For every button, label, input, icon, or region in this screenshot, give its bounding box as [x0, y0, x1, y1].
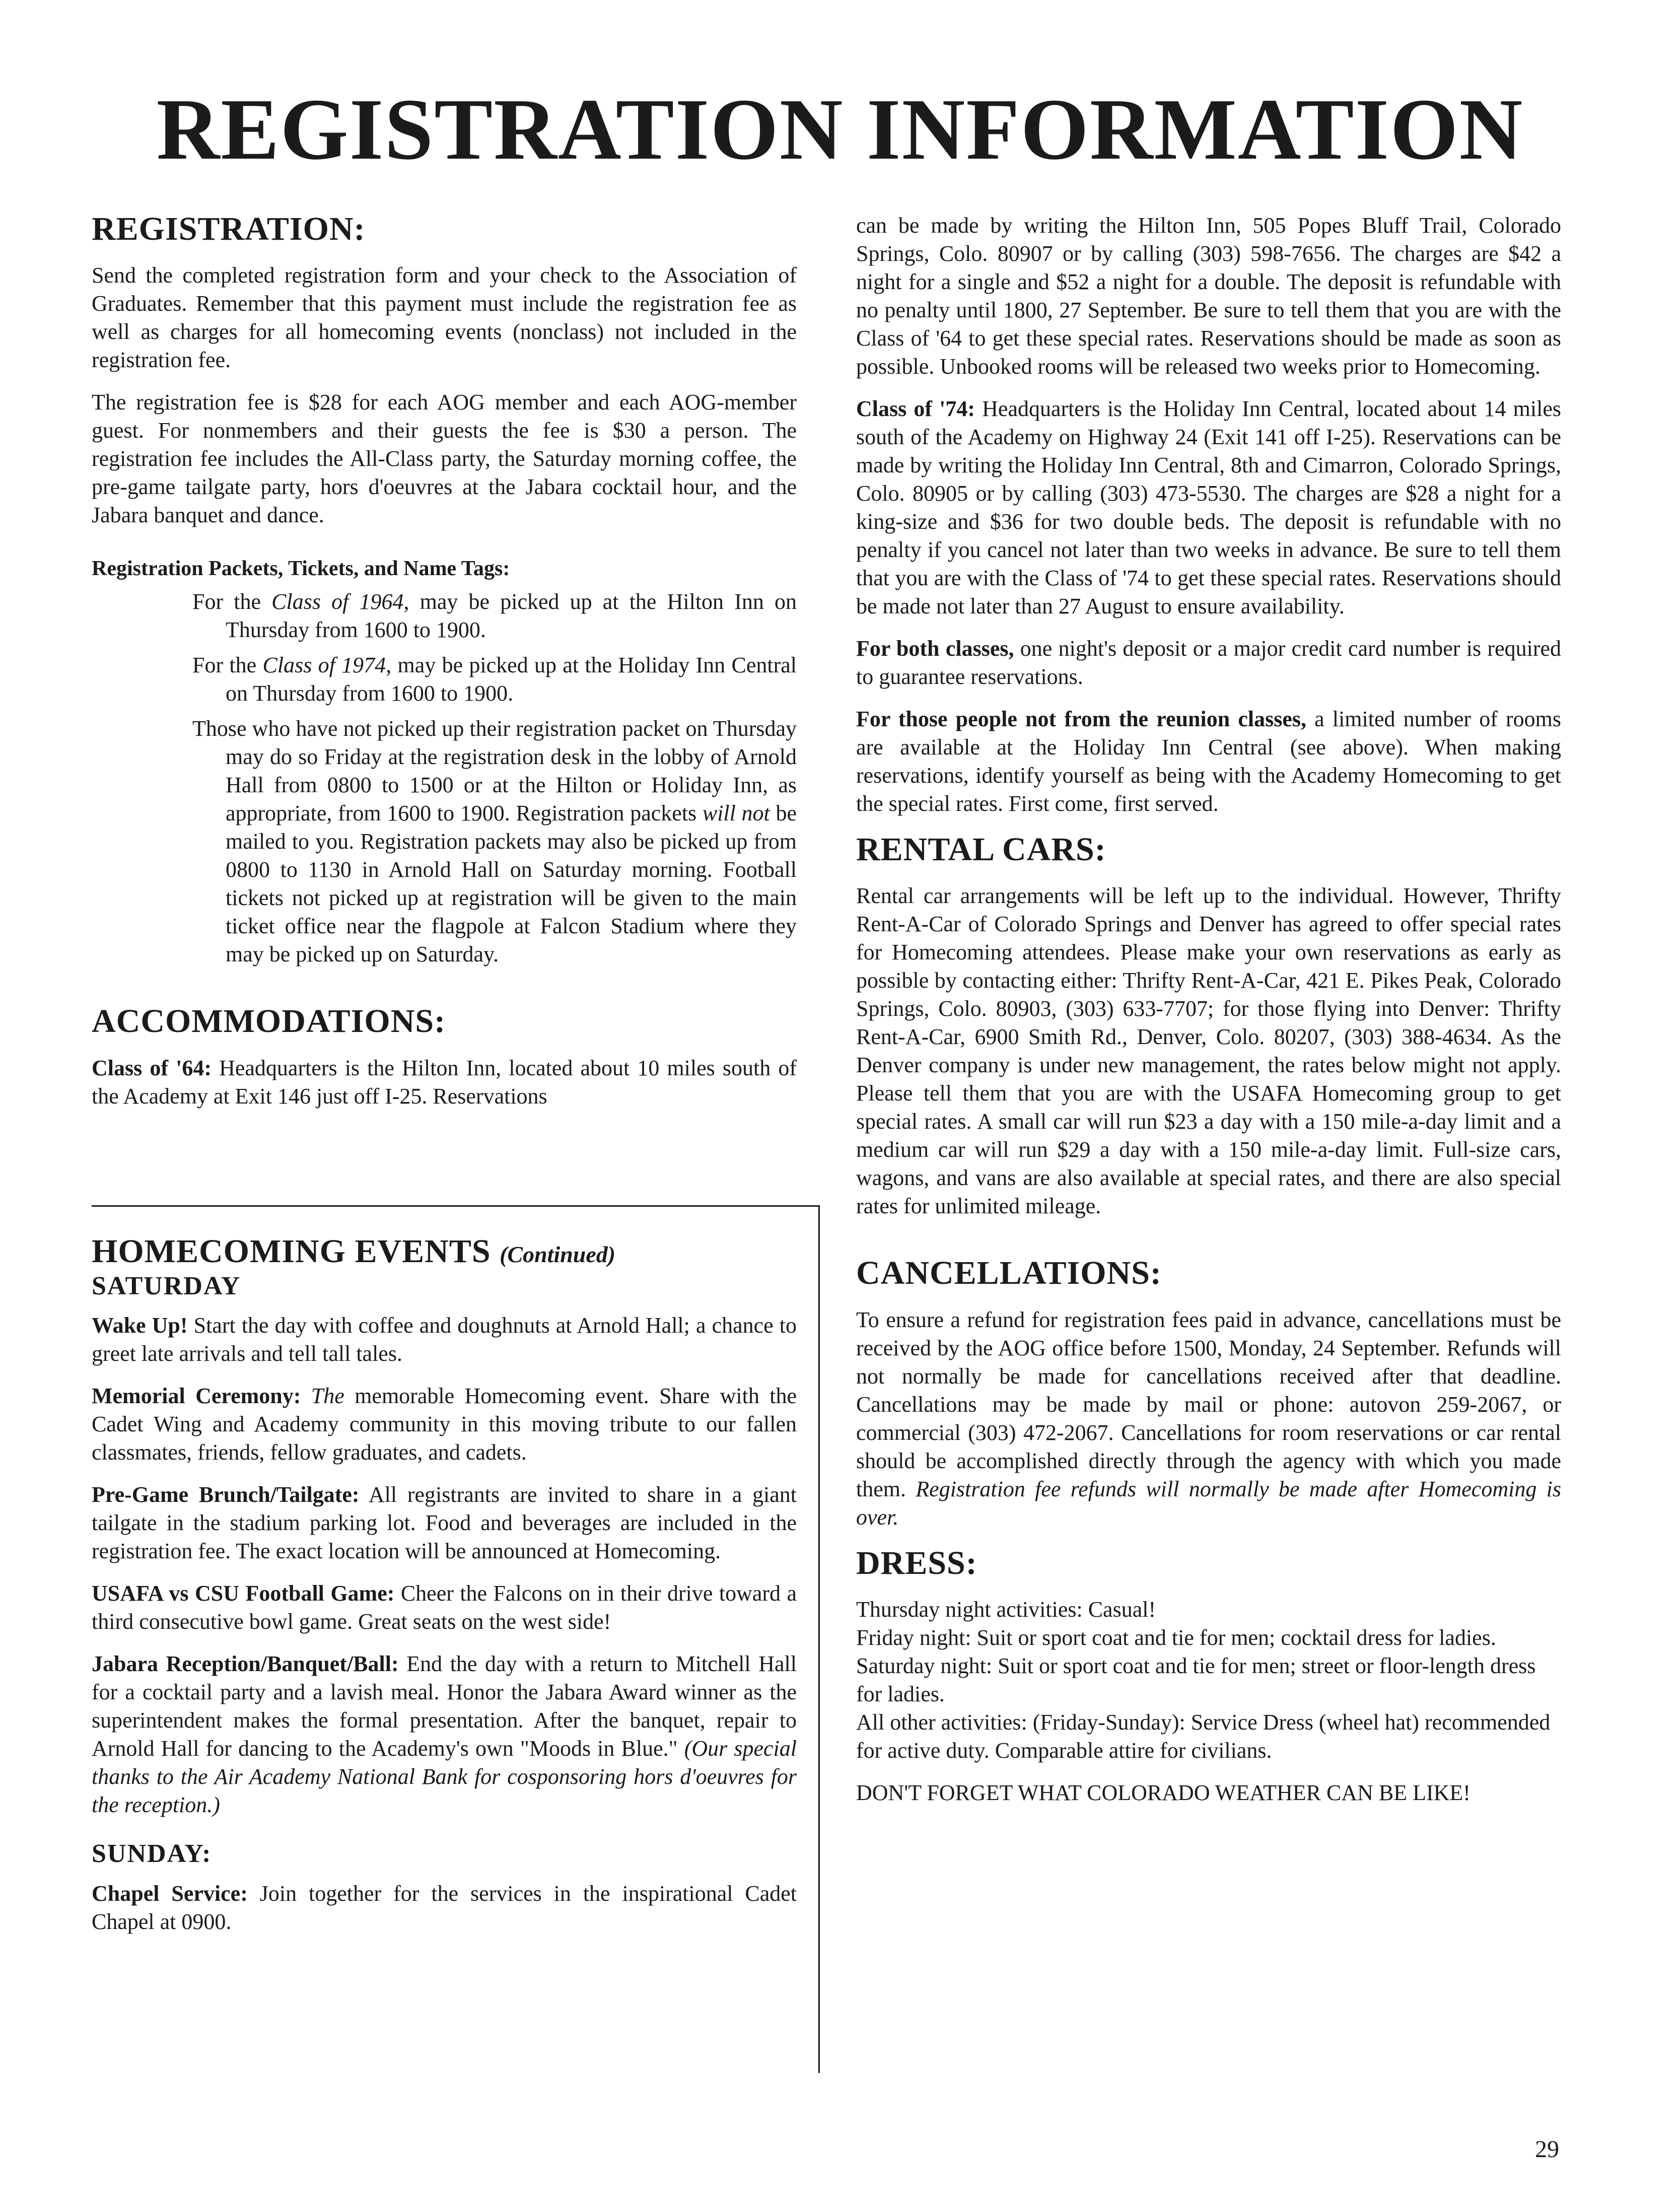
- packets-class-1964: For the Class of 1964, may be picked up at the Hilton Inn on Thursday from 1600 to 1900.: [192, 589, 797, 643]
- dress-thursday: Thursday night activities: Casual!: [856, 1597, 1156, 1622]
- dress-other: All other activities: (Friday-Sunday): Service Dress (wheel hat) recommended for active duty. Comparable attire for civilians.: [856, 1709, 1551, 1763]
- dress-heading: DRESS:: [856, 1544, 977, 1581]
- page-number: 29: [1535, 2136, 1559, 2163]
- accommodations-other-guests: For those people not from the reunion classes, a limited number of rooms are available at the Holiday Inn Central (see above). When making reservations, identify yourself as being with the Academy Homecoming to get the special rates. First come, first served.: [856, 707, 1561, 816]
- packets-class-1974: For the Class of 1974, may be picked up at the Holiday Inn Central on Thursday from 1600 to 1900.: [192, 653, 797, 706]
- packets-heading: Registration Packets, Tickets, and Name Tags:: [92, 557, 510, 581]
- event-memorial-ceremony: Memorial Ceremony: The memorable Homecoming event. Share with the Cadet Wing and Academy community in this moving tribute to our fallen classmates, friends, fellow graduates, and cadets.: [92, 1384, 797, 1465]
- accommodations-heading: ACCOMMODATIONS:: [92, 1003, 446, 1040]
- registration-paragraph-2: The registration fee is $28 for each AOG member and each AOG-member guest. For nonmembers and their guests the fee is $30 a person. The registration fee includes the All-Class party, the Saturday morning coffee, the pre-game tailgate party, hors d'oeuvres at the Jabara cocktail hour, and the Jabara banquet and dance.: [92, 390, 797, 528]
- event-wake-up: Wake Up! Start the day with coffee and doughnuts at Arnold Hall; a chance to greet late arrivals and tell tall tales.: [92, 1313, 797, 1366]
- page-title: REGISTRATION INFORMATION: [156, 81, 1524, 178]
- rental-cars-heading: RENTAL CARS:: [856, 831, 1106, 868]
- event-jabara-banquet: Jabara Reception/Banquet/Ball: End the day with a return to Mitchell Hall for a cocktail party and a lavish meal. Honor the Jabara Award winner as the superintendent makes the formal presentation. After the banquet, repair to Arnold Hall for dancing to the Academy's own "Moods in Blue." (Our special thanks to the Air Academy National Bank for cosponsoring hors d'oeuvres for the reception.): [92, 1651, 797, 1818]
- sunday-heading: SUNDAY:: [92, 1839, 212, 1869]
- left-column-top: [92, 212, 797, 1125]
- cancellations-text: To ensure a refund for registration fees paid in advance, cancellations must be received by the AOG office before 1500, Monday, 24 September. Refunds will not normally be made for cancellations received after that deadline. Cancellations may be made by mail or phone: autovon 259-2067, or commercial (303) 472-2067. Cancellations for room reservations or car rental should be accomplished directly through the agency with which you made them. Registration fee refunds will normally be made after Homecoming is over.: [856, 1307, 1561, 1530]
- accommodations-both-classes: For both classes, one night's deposit or a major credit card number is required to guarantee reservations.: [856, 636, 1562, 689]
- registration-heading: REGISTRATION:: [92, 211, 366, 247]
- event-pregame-brunch: Pre-Game Brunch/Tailgate: All registrants are invited to share in a giant tailgate in the stadium parking lot. Food and beverages are included in the registration fee. The exact location will be announced at Homecoming.: [92, 1482, 797, 1564]
- events-box-top-border: [92, 1205, 819, 1207]
- saturday-heading: SATURDAY: [92, 1272, 241, 1301]
- accommodations-class-74: Class of '74: Headquarters is the Holiday Inn Central, located about 14 miles south of the Academy on Highway 24 (Exit 141 off I-25). Reservations can be made by writing the Holiday Inn Central, 8th and Cimarron, Colorado Springs, Colo. 80905 or by calling (303) 473-5530. The charges are $28 a night for a king-size and $36 for two double beds. The deposit is refundable with no penalty if you cancel not later than two weeks in advance. Be sure to tell them that you are with the Class of '74 to get these special rates. Reservations should be made not later than 27 August to ensure availability.: [856, 396, 1561, 618]
- rental-cars-text: Rental car arrangements will be left up to the individual. However, Thrifty Rent-A-Car of Colorado Springs and Denver has agreed to offer special rates for Homecoming attendees. Please make your own reservations as early as possible by contacting either: Thrifty Rent-A-Car, 421 E. Pikes Peak, Colorado Springs, Colo. 80903, (303) 633-7707; for those flying into Denver: Thrifty Rent-A-Car, 6900 Smith Rd., Denver, Colo. 80207, (303) 388-4634. As the Denver company is under new management, the rates below might not apply. Please tell them that you are with the USAFA Homecoming group to get special rates. A small car will run $23 a day with a 150 mile-a-day limit and a medium car will run $29 a day with a 150 mile-a-day limit. Full-size cars, wagons, and vans are also available at special rates, and there are also special rates for unlimited mileage.: [856, 883, 1561, 1219]
- accommodations-class-64-continued: can be made by writing the Hilton Inn, 505 Popes Bluff Trail, Colorado Springs, Colo. 80907 or by calling (303) 598-7656. The charges are $42 a night for a single and $52 a night for a double. The deposit is refundable with no penalty until 1800, 27 September. Be sure to tell them that you are with the Class of '64 to get these special rates. Reservations should be made as soon as possible. Unbooked rooms will be released two weeks prior to Homecoming.: [856, 213, 1561, 379]
- event-chapel-service: Chapel Service: Join together for the services in the inspirational Cadet Chapel at 0900.: [92, 1881, 797, 1934]
- dress-friday: Friday night: Suit or sport coat and tie for men; cocktail dress for ladies.: [856, 1625, 1496, 1650]
- registration-paragraph-1: Send the completed registration form and your check to the Association of Graduates. Remember that this payment must include the registration fee as well as charges for all homecoming events (nonclass) not included in the registration fee.: [92, 263, 797, 373]
- dress-saturday: Saturday night: Suit or sport coat and tie for men; street or floor-length dress for ladies.: [856, 1653, 1536, 1706]
- dress-weather-warning: DON'T FORGET WHAT COLORADO WEATHER CAN BE LIKE!: [856, 1780, 1471, 1805]
- homecoming-events-box: [92, 1234, 797, 1950]
- event-football-game: USAFA vs CSU Football Game: Cheer the Falcons on in their drive toward a third consecutive bowl game. Great seats on the west side!: [92, 1581, 797, 1634]
- events-box-right-border: [818, 1205, 820, 2073]
- packets-pickup-info: Those who have not picked up their registration packet on Thursday may do so Friday at the registration desk in the lobby of Arnold Hall from 0800 to 1500 or at the Hilton or Holiday Inn, as appropriate, from 1600 to 1900. Registration packets will not be mailed to you. Registration packets may also be picked up from 0800 to 1130 in Arnold Hall on Saturday morning. Football tickets not picked up at registration will be given to the main ticket office near the flagpole at Falcon Stadium where they may be picked up on Saturday.: [192, 716, 797, 967]
- cancellations-heading: CANCELLATIONS:: [856, 1255, 1162, 1292]
- homecoming-events-heading: HOMECOMING EVENTS (Continued): [92, 1233, 616, 1270]
- right-column: [856, 212, 1561, 1821]
- accommodations-class-64: Class of '64: Headquarters is the Hilton Inn, located about 10 miles south of the Academy at Exit 146 just off I-25. Reservations: [92, 1055, 797, 1109]
